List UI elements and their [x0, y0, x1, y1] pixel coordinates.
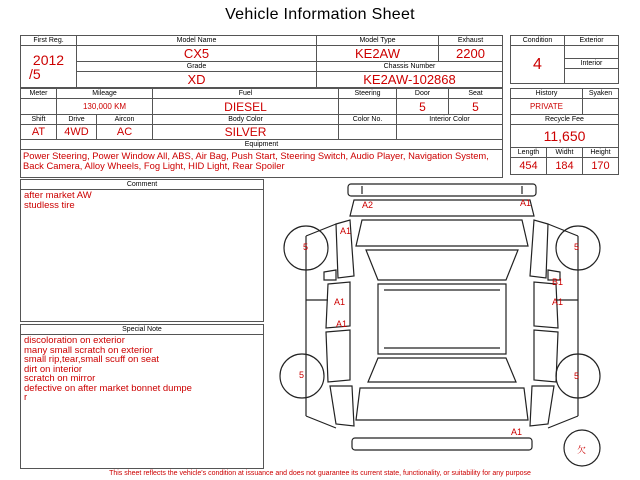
- condition-value: 4: [511, 46, 565, 84]
- note-line: dirt on interior: [24, 363, 83, 375]
- exterior-value: [565, 46, 619, 59]
- history-label: History: [511, 89, 583, 99]
- condition-table: [510, 35, 619, 84]
- note-line: many small scratch on exterior: [24, 344, 153, 356]
- note-line: small rip,tear,small scuff on seat: [24, 354, 159, 365]
- tire-mark-front-right: 5: [574, 242, 580, 252]
- disclaimer-footer: This sheet reflects the vehicle's condition at issuance and does not guarantee its current state, functionality, or suitability for any purpose: [109, 470, 531, 477]
- meter-label: Meter: [21, 89, 57, 99]
- body-color-label: Body Color: [153, 115, 339, 125]
- comment-panel: [20, 179, 264, 322]
- aircon-label: Aircon: [97, 115, 153, 125]
- vehicle-info-table: [20, 35, 503, 88]
- model-type-value: KE2AW: [317, 46, 439, 62]
- recycle-fee-label: Recycle Fee: [511, 115, 619, 125]
- interior-value: [565, 69, 619, 84]
- condition-label: Condition: [511, 36, 565, 46]
- front-bumper: [348, 184, 536, 196]
- rear-window: [368, 358, 516, 382]
- mileage-value: 130,000 KM: [57, 99, 153, 115]
- history-value: PRIVATE: [511, 99, 583, 115]
- shift-label: Shift: [21, 115, 57, 125]
- right-rear-door: [534, 330, 558, 382]
- special-note-list: [21, 335, 263, 404]
- left-rear-quarter: [330, 386, 354, 426]
- rear-bumper: [352, 438, 532, 450]
- steering-label: Steering: [339, 89, 397, 99]
- sheet-title: Vehicle Information Sheet: [225, 6, 415, 23]
- length-label: Length: [511, 148, 547, 158]
- fuel-label: Fuel: [153, 89, 339, 99]
- equipment-label: Equipment: [21, 140, 503, 150]
- height-value: 170: [583, 158, 619, 175]
- damage-mark-a1-rear: A1: [511, 427, 523, 437]
- damage-mark-a1-front-right: A1: [520, 198, 532, 208]
- body-color-value: SILVER: [153, 125, 339, 140]
- comment-line: studless tire: [24, 199, 75, 211]
- note-line: scratch on mirror: [24, 373, 96, 384]
- color-no-value: [339, 125, 397, 140]
- height-label: Height: [583, 148, 619, 158]
- seat-label: Seat: [449, 89, 503, 99]
- first-reg-label: First Reg.: [21, 36, 77, 46]
- syaken-label: Syaken: [583, 89, 619, 99]
- length-value: 454: [511, 158, 547, 175]
- left-mirror: [324, 270, 336, 280]
- fuel-value: DIESEL: [153, 99, 339, 115]
- chassis-number-value: KE2AW-102868: [317, 72, 503, 88]
- model-type-label: Model Type: [317, 36, 439, 46]
- comment-line: after market AW: [24, 190, 92, 201]
- car-diagram: [266, 176, 616, 470]
- model-name-label: Model Name: [77, 36, 317, 46]
- exterior-label: Exterior: [565, 36, 619, 46]
- exhaust-label: Exhaust: [439, 36, 503, 46]
- door-label: Door: [397, 89, 449, 99]
- right-front-fender: [530, 220, 548, 278]
- note-line: defective on after market bonnet dumpe: [24, 382, 192, 394]
- color-no-label: Color No.: [339, 115, 397, 125]
- door-value: 5: [397, 99, 449, 115]
- grade-value: XD: [77, 72, 317, 88]
- bonnet: [350, 200, 534, 216]
- note-line: r: [24, 392, 28, 403]
- drive-label: Drive: [57, 115, 97, 125]
- first-reg-year: 2012: [32, 51, 65, 68]
- tailgate: [356, 388, 528, 420]
- damage-mark-b1-right: B1: [552, 277, 564, 287]
- missing-mark: 欠: [577, 445, 587, 455]
- interior-label: Interior: [565, 59, 619, 69]
- tire-mark-rear-left: 5: [299, 370, 305, 380]
- recycle-fee-value: 11,650: [511, 125, 619, 148]
- comment-list: [21, 190, 263, 211]
- right-rear-quarter: [530, 386, 554, 426]
- note-line: discoloration on exterior: [24, 335, 125, 346]
- history-table: [510, 88, 619, 175]
- aircon-value: AC: [97, 125, 153, 140]
- comment-label: Comment: [21, 180, 263, 190]
- first-reg-value: [21, 46, 77, 88]
- damage-mark-a1-right-door: A1: [552, 297, 564, 307]
- chassis-number-label: Chassis Number: [317, 62, 503, 72]
- windshield: [366, 250, 518, 280]
- steering-value: [339, 99, 397, 115]
- syaken-value: [583, 99, 619, 115]
- seat-value: 5: [449, 99, 503, 115]
- interior-color-value: [397, 125, 503, 140]
- tire-mark-rear-right: 5: [574, 371, 580, 381]
- model-name-value: CX5: [77, 46, 317, 62]
- specs-table: [20, 88, 503, 178]
- width-value: 184: [547, 158, 583, 175]
- special-note-label: Special Note: [21, 325, 263, 335]
- damage-mark-a1-bonnet: A1: [340, 226, 352, 236]
- damage-mark-a1-left-rear-door: A1: [336, 319, 348, 329]
- interior-color-label: Interior Color: [397, 115, 503, 125]
- special-note-panel: [20, 324, 264, 469]
- grade-label: Grade: [77, 62, 317, 72]
- first-reg-month: /5: [29, 65, 41, 82]
- left-rear-door: [326, 330, 350, 382]
- exhaust-value: 2200: [439, 46, 503, 62]
- meter-value: [21, 99, 57, 115]
- damage-mark-a1-left-door: A1: [334, 297, 346, 307]
- equipment-value: Power Steering, Power Window All, ABS, Air Bag, Push Start, Steering Switch, Audio Player, Navigation System, Back Camera, Alloy Wheels, Fog Light, HID Light, Rear Spoiler: [21, 150, 503, 178]
- tire-mark-front-left: 5: [303, 242, 309, 252]
- roof: [378, 284, 506, 354]
- mileage-label: Mileage: [57, 89, 153, 99]
- shift-value: AT: [21, 125, 57, 140]
- width-label: Widht: [547, 148, 583, 158]
- drive-value: 4WD: [57, 125, 97, 140]
- damage-mark-a2: A2: [362, 200, 374, 210]
